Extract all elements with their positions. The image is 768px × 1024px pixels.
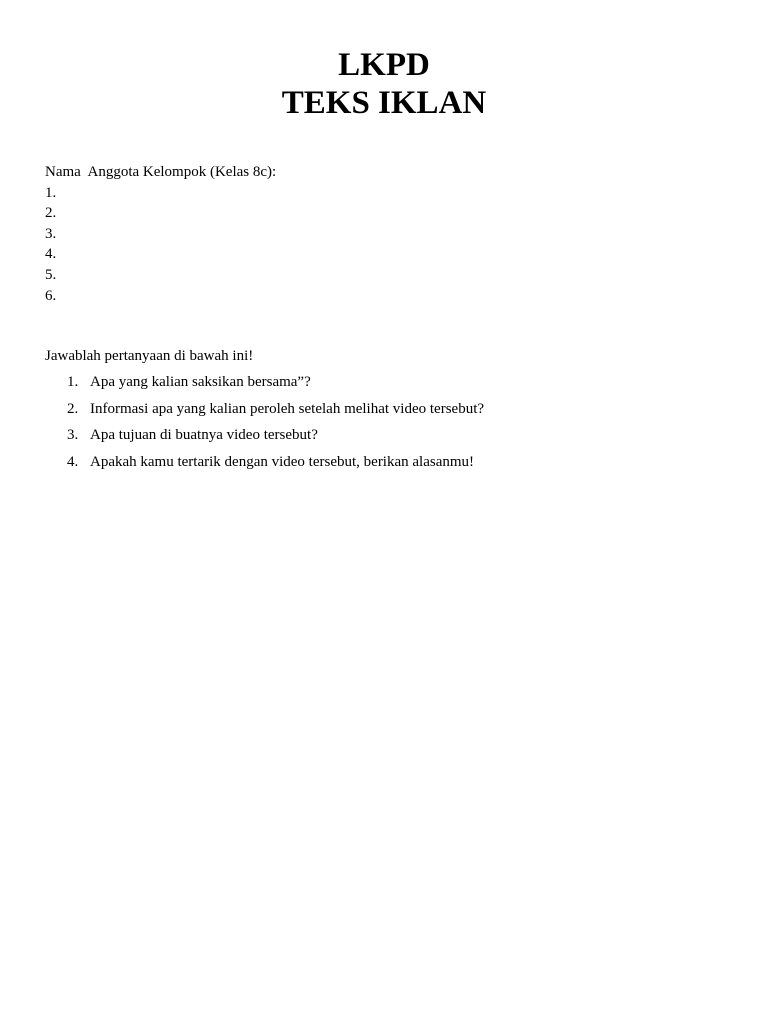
question-text: Apakah kamu tertarik dengan video tersebut, berikan alasanmu! — [90, 454, 475, 471]
question-item — [67, 372, 747, 399]
member-row: 4. — [45, 246, 57, 263]
question-number: 2. — [67, 400, 79, 417]
question-text: Apa tujuan di buatnya video tersebut? — [90, 427, 318, 444]
group-members-section — [45, 162, 276, 306]
member-row: 6. — [45, 287, 57, 304]
question-text: Apa yang kalian saksikan bersama”? — [90, 374, 311, 390]
question-text: Informasi apa yang kalian peroleh setelah melihat video tersebut? — [90, 400, 485, 417]
question-number: 4. — [67, 454, 79, 471]
question-list — [67, 372, 747, 479]
member-row: 1. — [45, 184, 57, 201]
document-title — [0, 46, 768, 122]
title-line-2: TEKS IKLAN — [281, 85, 487, 121]
member-row: 5. — [45, 266, 57, 283]
question-number: 1. — [67, 374, 79, 390]
question-item — [67, 452, 747, 479]
question-number: 3. — [67, 427, 79, 444]
question-item — [67, 399, 747, 426]
group-members-label: Nama Anggota Kelompok (Kelas 8c): — [45, 164, 277, 180]
title-line-1: LKPD — [338, 47, 430, 83]
question-instruction: Jawablah pertanyaan di bawah ini! — [45, 348, 254, 364]
member-row: 2. — [45, 205, 57, 222]
question-item — [67, 425, 747, 452]
member-row: 3. — [45, 225, 57, 242]
